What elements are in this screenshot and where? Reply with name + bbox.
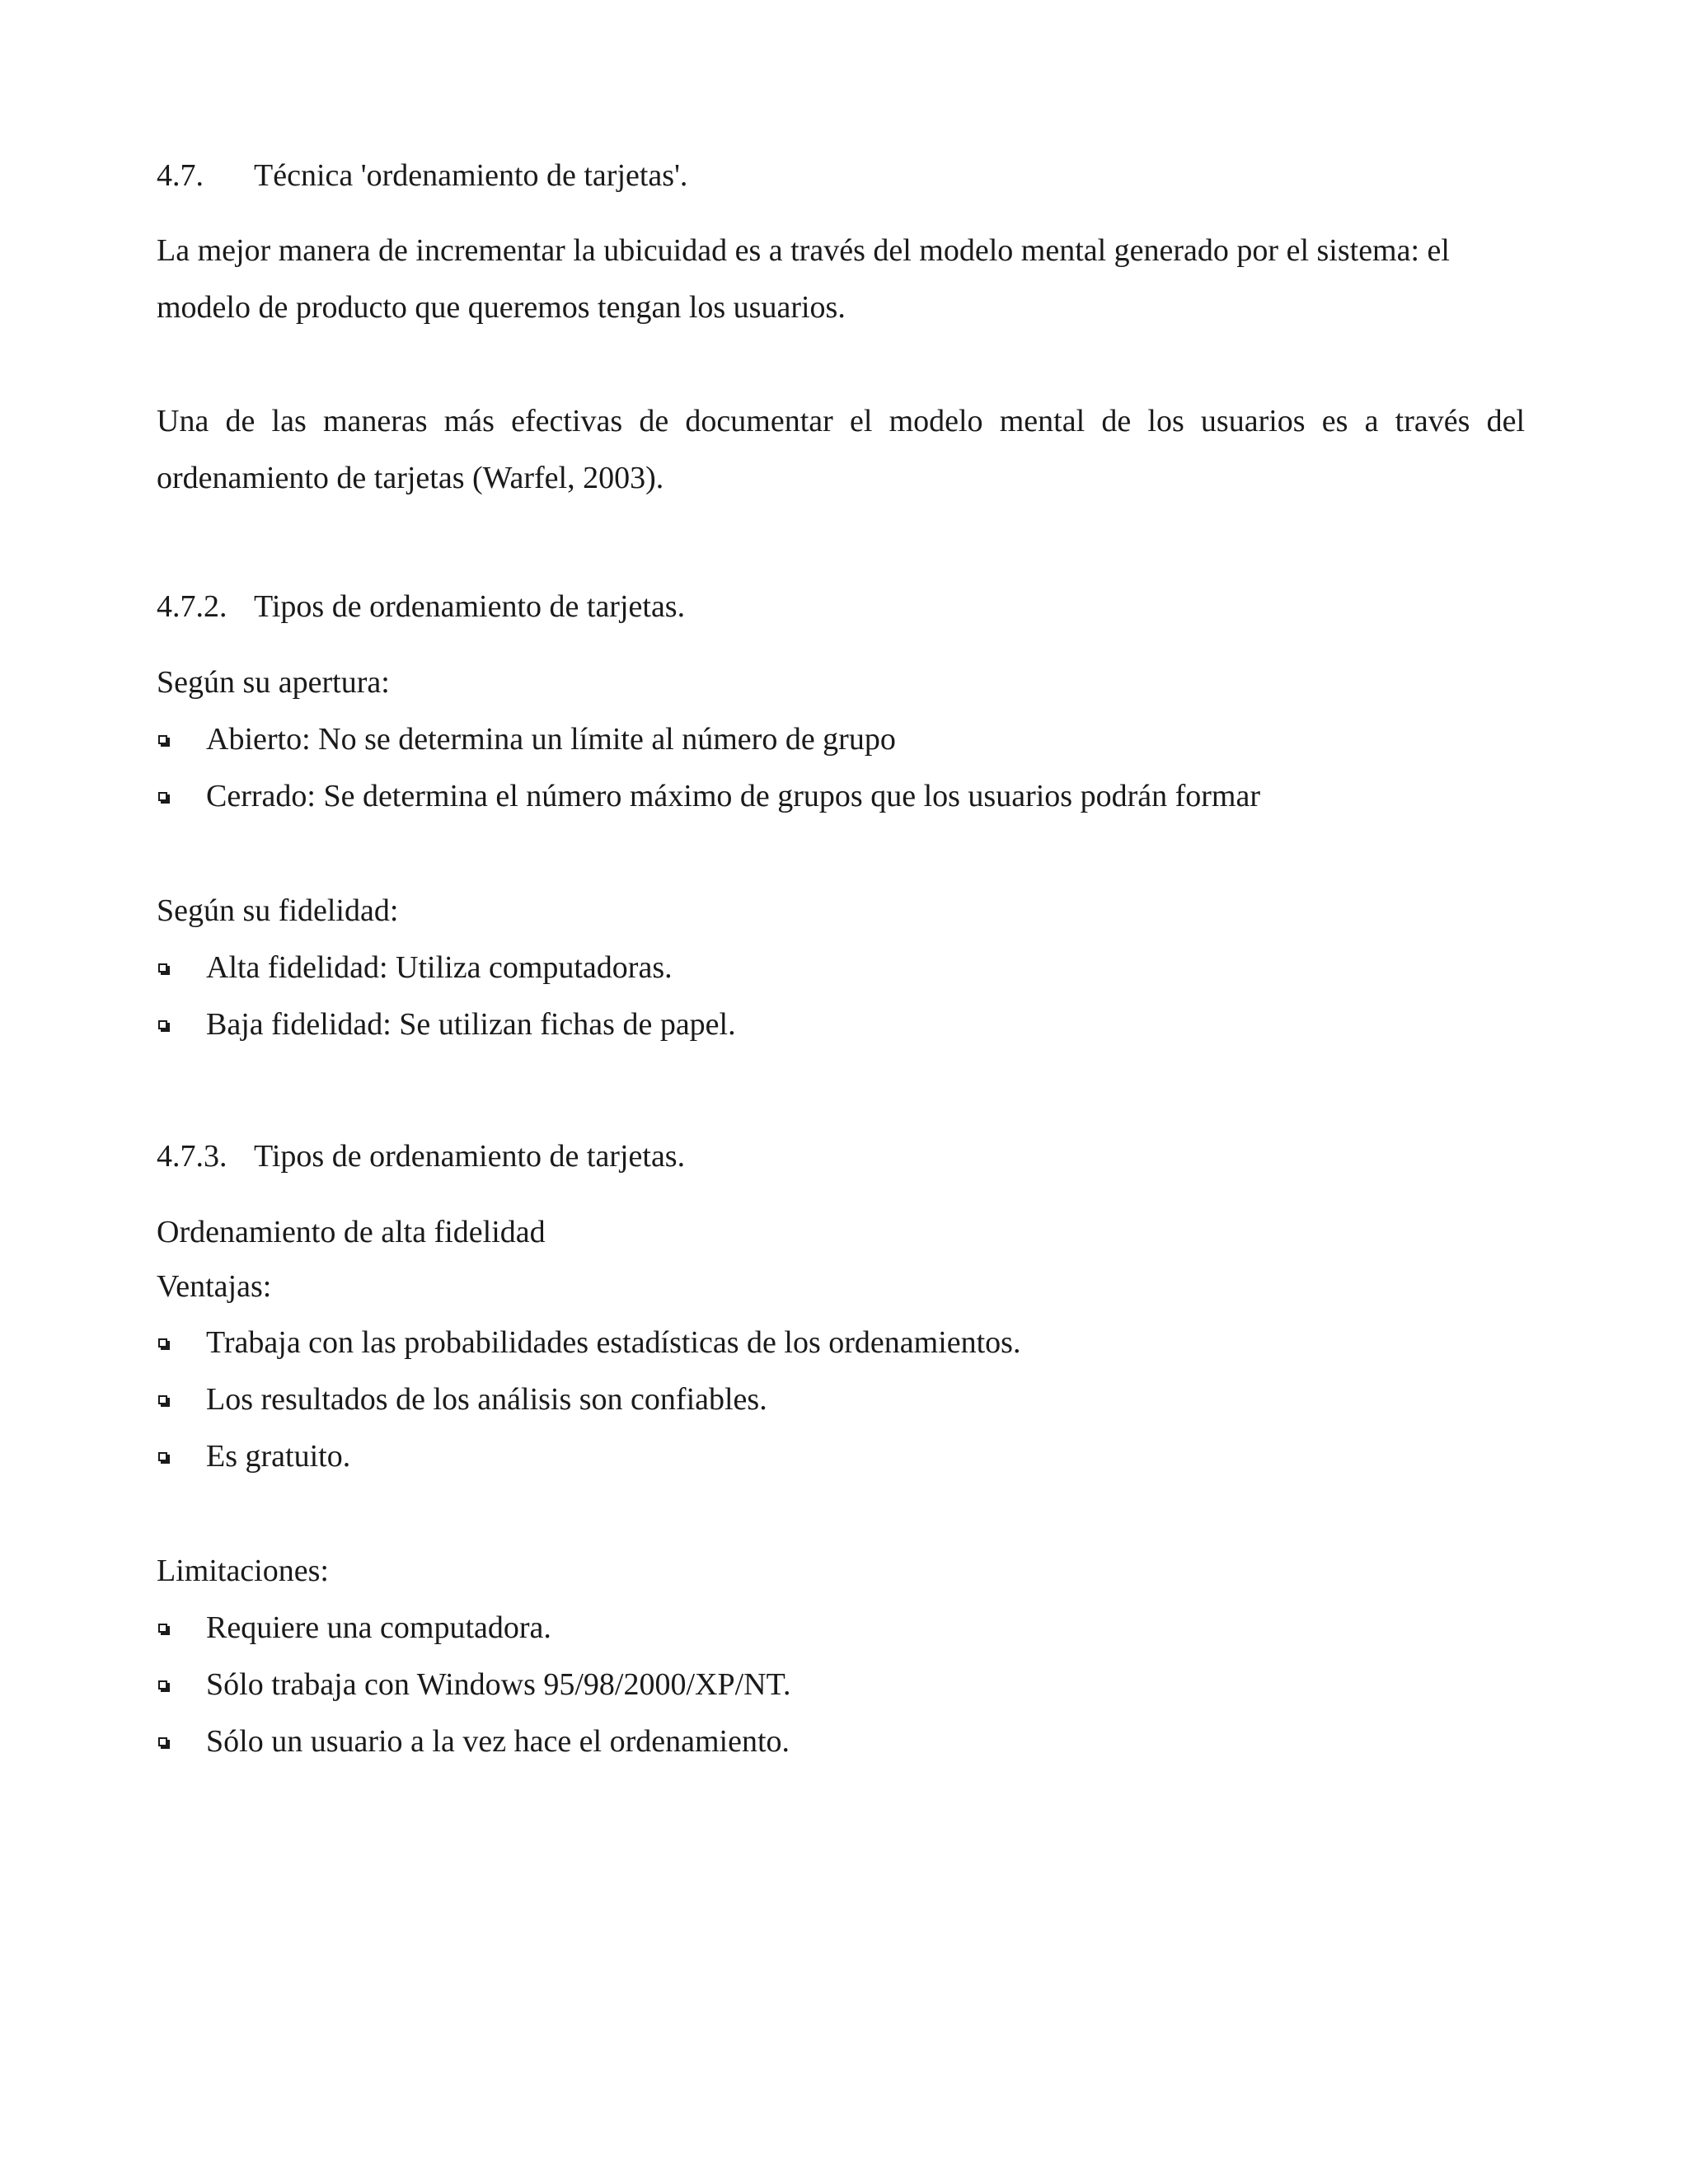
alta-fidelidad-heading: Ordenamiento de alta fidelidad: [157, 1215, 546, 1249]
list-item-text: Es gratuito.: [206, 1439, 351, 1474]
list-item-text: Trabaja con las probabilidades estadísticas de los ordenamientos.: [206, 1325, 1021, 1360]
section-heading-4-7-3: [157, 1137, 685, 1175]
checkbox-bullet-icon: [158, 1737, 167, 1746]
section-title: Técnica 'ordenamiento de tarjetas'.: [254, 158, 688, 193]
checkbox-bullet-icon: [158, 963, 167, 972]
list-item-text: Los resultados de los análisis son confiables.: [206, 1382, 767, 1417]
paragraph-modelo-mental: Una de las maneras más efectivas de documentar el modelo mental de los usuarios es a través del ordenamiento de tarjetas (Warfel, 2003).: [157, 404, 1525, 495]
apertura-label: Según su apertura:: [157, 665, 390, 700]
checkbox-bullet-icon: [158, 1452, 167, 1461]
fidelidad-label: Según su fidelidad:: [157, 893, 399, 928]
checkbox-bullet-icon: [158, 1338, 167, 1347]
list-item-text: Sólo trabaja con Windows 95/98/2000/XP/NT.: [206, 1667, 791, 1702]
section-heading-4-7-2: [157, 588, 685, 626]
checkbox-bullet-icon: [158, 1624, 167, 1633]
section-title: Tipos de ordenamiento de tarjetas.: [254, 1139, 686, 1174]
section-title: Tipos de ordenamiento de tarjetas.: [254, 589, 686, 624]
list-item-text: Sólo un usuario a la vez hace el ordenamiento.: [206, 1724, 790, 1759]
checkbox-bullet-icon: [158, 1020, 167, 1029]
checkbox-bullet-icon: [158, 735, 167, 744]
section-number: 4.7.: [157, 158, 204, 193]
checkbox-bullet-icon: [158, 792, 167, 801]
list-item-text: Abierto: No se determina un límite al número de grupo: [206, 722, 896, 757]
list-item-text: Cerrado: Se determina el número máximo de grupos que los usuarios podrán formar: [206, 779, 1260, 813]
paragraph-ubicuidad: La mejor manera de incrementar la ubicuidad es a través del modelo mental generado por el sistema: el modelo de producto que queremos tengan los usuarios.: [157, 233, 1450, 325]
checkbox-bullet-icon: [158, 1680, 167, 1690]
section-heading-4-7: [157, 157, 687, 194]
limitaciones-label: Limitaciones:: [157, 1554, 329, 1588]
section-number: 4.7.2.: [157, 589, 227, 624]
section-number: 4.7.3.: [157, 1139, 227, 1174]
list-item-text: Alta fidelidad: Utiliza computadoras.: [206, 950, 673, 985]
list-item-text: Requiere una computadora.: [206, 1610, 551, 1645]
checkbox-bullet-icon: [158, 1395, 167, 1404]
list-item-text: Baja fidelidad: Se utilizan fichas de papel.: [206, 1007, 736, 1042]
ventajas-label: Ventajas:: [157, 1269, 272, 1304]
